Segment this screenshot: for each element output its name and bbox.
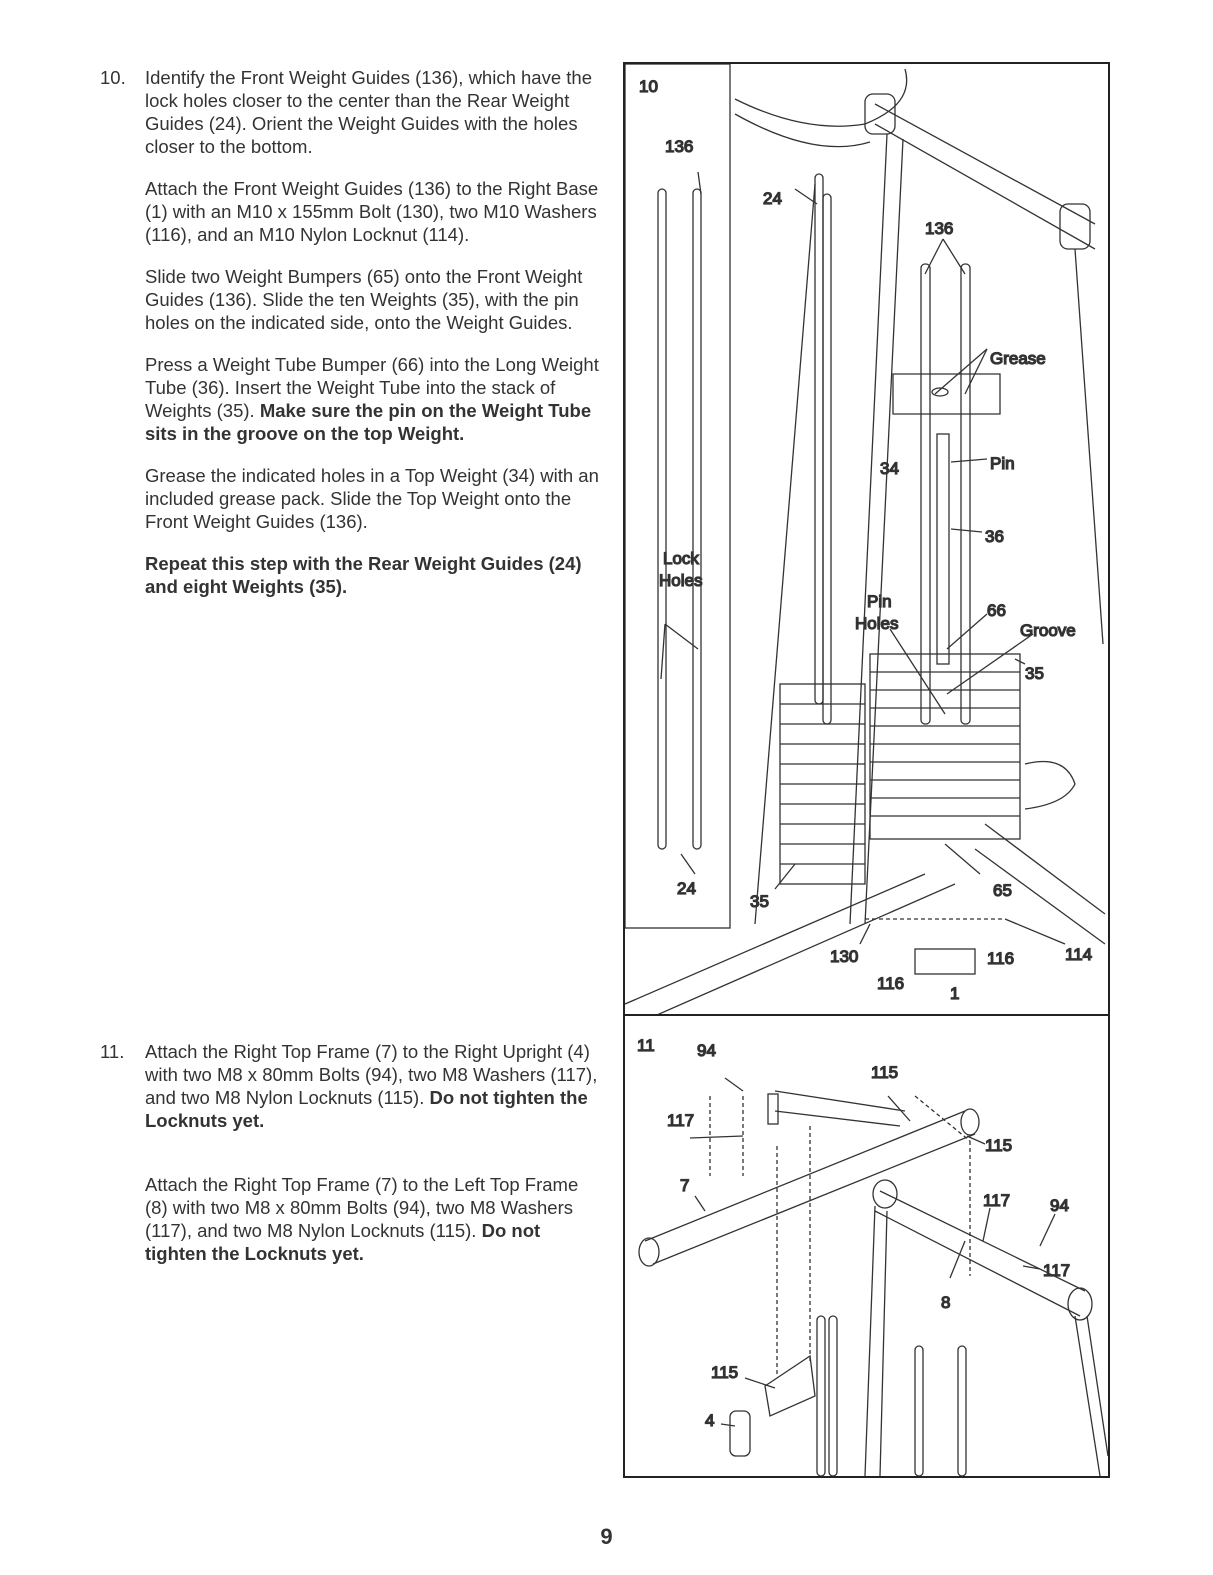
instruction-paragraph: [145, 353, 600, 445]
callout-1: 1: [950, 984, 960, 1003]
figure-step-number: 10: [639, 77, 658, 96]
tube-end: [961, 1109, 979, 1135]
leader-line: [947, 614, 987, 649]
side-tube: [1025, 762, 1075, 810]
weight-guide: [829, 1316, 837, 1476]
callout-7: 7: [680, 1176, 690, 1195]
bracket-plate: [768, 1094, 778, 1124]
callout-115: 115: [985, 1136, 1013, 1155]
frame-joint: [865, 94, 895, 134]
callout-pin-holes: Holes: [855, 614, 899, 633]
instruction-paragraph: Grease the indicated holes in a Top Weight (34) with an included grease pack. Slide the Top Weight onto the Front Weight Guides (136).: [145, 465, 599, 532]
instruction-warning: Do not tighten the Locknuts yet.: [145, 1220, 541, 1264]
leader-line: [925, 239, 943, 274]
step-11: [100, 1040, 600, 1340]
figure-step-number: 11: [637, 1036, 655, 1055]
leader-line: [983, 1208, 990, 1241]
frame-arc: [735, 69, 907, 126]
leader-line: [698, 172, 701, 194]
callout-34: 34: [880, 459, 899, 478]
right-upright: [730, 1411, 750, 1456]
callout-24: 24: [677, 879, 696, 898]
instruction-text: Attach the Right Top Frame (7) to the Left Top Frame (8) with two M8 x 80mm Bolts (94), two M8 Washers (117), and two M8 Nylon Locknuts (115).: [145, 1174, 579, 1241]
step-number: 10.: [100, 67, 126, 88]
callout-117: 117: [667, 1111, 695, 1130]
upright: [755, 184, 815, 924]
leader-line: [681, 854, 695, 874]
callout-pin-holes: Pin: [867, 592, 892, 611]
base-rail: [625, 874, 955, 1015]
frame-arc: [735, 114, 870, 147]
top-frame: [875, 104, 1095, 249]
callout-pin: Pin: [990, 454, 1015, 473]
right-base: [915, 949, 975, 974]
leader-line: [775, 864, 795, 889]
callout-114: 114: [1065, 945, 1093, 964]
weight-guide: [958, 1346, 966, 1476]
front-weight-stack: [870, 654, 1020, 839]
callout-117: 117: [1043, 1261, 1071, 1280]
leader-line: [661, 624, 665, 679]
callout-94: 94: [1050, 1196, 1069, 1215]
callout-66: 66: [987, 601, 1006, 620]
instruction-warning: Make sure the pin on the Weight Tube sits in the groove on the top Weight.: [145, 400, 592, 444]
upright: [865, 1206, 887, 1476]
weight-tube: [937, 434, 949, 664]
callout-116: 116: [987, 949, 1015, 968]
upright: [1075, 1316, 1108, 1476]
right-upright-bracket: [765, 1356, 815, 1416]
leader-line: [860, 924, 870, 944]
guide-rod: [693, 189, 701, 849]
callout-116: 116: [877, 974, 905, 993]
instruction-paragraph: [145, 1173, 600, 1265]
frame-joint: [1060, 204, 1090, 249]
figure-step-11: [623, 1014, 1110, 1478]
front-weight-guide: [961, 264, 970, 724]
step-10: [100, 66, 600, 716]
leader-line: [690, 1136, 743, 1138]
instruction-text: Press a Weight Tube Bumper (66) into the Long Weight Tube (36). Insert the Weight Tube into the stack of Weights (35).: [145, 354, 599, 421]
page-number: 9: [600, 1524, 613, 1549]
instruction-warning: Do not tighten the Locknuts yet.: [145, 1087, 588, 1131]
callout-115: 115: [711, 1363, 739, 1382]
instruction-paragraph: Slide two Weight Bumpers (65) onto the Front Weight Guides (136). Slide the ten Weights (35), with the pin holes on the indicated side, onto the Weight Guides.: [145, 266, 583, 333]
instruction-paragraph: Identify the Front Weight Guides (136), which have the lock holes closer to the center than the Rear Weight Guides (24). Orient the Weight Guides with the holes closer to the bottom.: [145, 67, 592, 157]
step-body: [145, 1040, 600, 1284]
weight-guide: [915, 1346, 923, 1476]
callout-136: 136: [665, 137, 694, 156]
callout-115: 115: [871, 1063, 899, 1082]
leader-line: [951, 529, 982, 532]
instruction-text: Attach the Right Top Frame (7) to the Right Upright (4) with two M8 x 80mm Bolts (94), two M8 Washers (117), and two M8 Nylon Locknuts (115).: [145, 1041, 598, 1108]
upright: [1075, 249, 1103, 644]
lock-holes-inset: [625, 64, 730, 928]
weight-guide: [817, 1316, 825, 1476]
callout-8: 8: [941, 1293, 951, 1312]
upright-bracket: [775, 1091, 905, 1126]
rear-weight-guide: [815, 174, 823, 704]
leader-line: [945, 844, 980, 874]
callout-24: 24: [763, 189, 782, 208]
callout-lock: Lock: [663, 549, 699, 568]
step-body: [145, 66, 600, 617]
callout-136: 136: [925, 219, 954, 238]
leader-line: [721, 1424, 735, 1426]
instruction-paragraph: Attach the Front Weight Guides (136) to the Right Base (1) with an M10 x 155mm Bolt (130), two M10 Washers (116), and an M10 Nylon Locknut (114).: [145, 178, 599, 245]
figure-step-10: [623, 62, 1110, 1017]
callout-grease: Grease: [990, 349, 1046, 368]
guide-rod: [658, 189, 666, 849]
callout-groove: Groove: [1020, 621, 1076, 640]
leader-line: [1040, 1214, 1055, 1246]
leader-line: [1005, 919, 1065, 944]
leader-line: [951, 459, 987, 462]
rear-weight-guide: [823, 194, 831, 724]
tube-end: [1068, 1288, 1092, 1320]
callout-117: 117: [983, 1191, 1011, 1210]
front-weight-guide: [921, 264, 930, 724]
callout-130: 130: [830, 947, 859, 966]
leader-line: [725, 1078, 743, 1091]
callout-36: 36: [985, 527, 1004, 546]
callout-65: 65: [993, 881, 1012, 900]
leader-line: [943, 239, 965, 274]
leader-line: [965, 349, 987, 394]
callout-holes: Holes: [659, 571, 703, 590]
leader-line: [695, 1196, 705, 1211]
tube-end: [639, 1238, 659, 1266]
assembly-diagram-11: [625, 1016, 1108, 1476]
callout-35: 35: [750, 892, 769, 911]
repeat-instruction: Repeat this step with the Rear Weight Guides (24) and eight Weights (35).: [145, 553, 582, 597]
upright: [850, 134, 903, 924]
callout-94: 94: [697, 1041, 716, 1060]
instruction-paragraph: [145, 1040, 600, 1132]
leader-line: [950, 1241, 965, 1278]
step-number: 11.: [100, 1041, 125, 1062]
callout-4: 4: [705, 1411, 715, 1430]
callout-35: 35: [1025, 664, 1044, 683]
assembly-diagram-10: [625, 64, 1108, 1015]
